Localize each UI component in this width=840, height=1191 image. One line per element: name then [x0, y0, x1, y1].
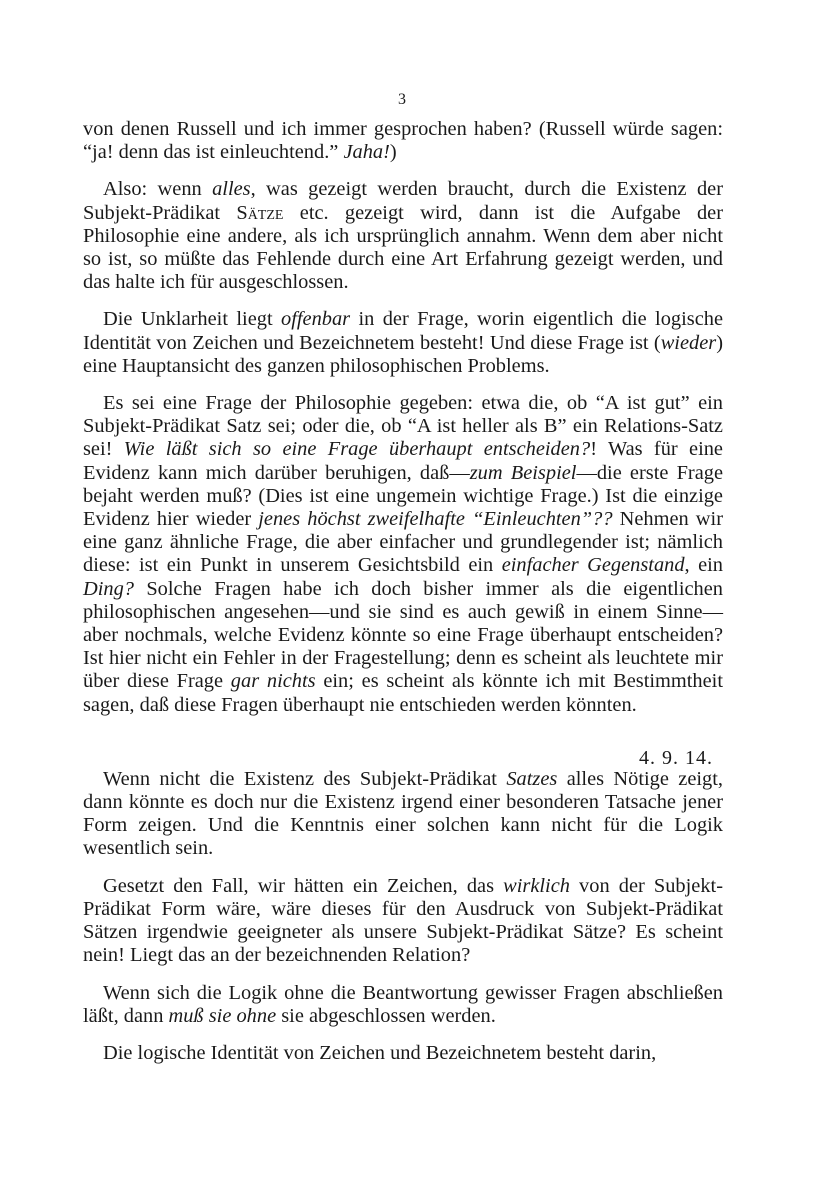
- p3-italic-d: wieder: [660, 331, 717, 354]
- paragraph-6: [83, 875, 723, 968]
- p1-text-c: ): [389, 141, 397, 164]
- p6-italic-b: wirklich: [503, 874, 570, 897]
- p7-italic-b: muß sie ohne: [168, 1004, 277, 1027]
- p2-text-e: etc. gezeigt wird, dann ist die Aufgabe der Philosophie eine andere, als ich ursprünglich annahm. Wenn dem aber nicht so ist, so müßte das Fehlende durch eine Art Erfahrung gezeigt werden, und das halte ich für ausgeschlossen.: [83, 201, 723, 294]
- p4-italic-l: gar nichts: [230, 670, 316, 693]
- p3-text-e: ) eine Hauptansicht des ganzen philosophischen Problems.: [83, 331, 723, 377]
- p2-text-a: Also: wenn: [103, 178, 213, 201]
- p4-text-e: —die erste Frage bejaht werden muß? (Dies ist eine ungemein wichtige Frage.) Ist die einzige Evidenz hier wieder: [83, 461, 723, 531]
- p3-text-a: Die Unklarheit liegt: [103, 308, 282, 331]
- paragraph-8: [83, 1042, 723, 1065]
- paragraph-7: [83, 982, 723, 1028]
- p5-text-c: alles Nötige zeigt, dann könnte es doch nur die Existenz irgend einer besonderen Tatsache jener Form zeigen. Und die Kenntnis einer solchen kann nicht für die Logik wesentlich sein.: [83, 767, 723, 860]
- p4-italic-f: jenes höchst zweifelhafte “Einleuchten”??: [258, 508, 613, 531]
- entry-date: 4. 9. 14.: [639, 746, 713, 769]
- p1-italic-b: Jaha!: [343, 141, 390, 164]
- p7-text-c: sie abgeschlossen werden.: [276, 1004, 496, 1027]
- body-text: [83, 118, 723, 1079]
- p4-text-k: Solche Fragen habe ich doch bisher immer als die eigentlichen philosophischen angesehen—und sie sind es auch gewiß in einem Sinne—aber nochmals, welche Evidenz könnte so eine Frage überhaupt entscheiden? Ist hier nicht ein Fehler in der Fragestellung; denn es scheint als leuchtete mir über diese Frage: [83, 577, 723, 693]
- p4-text-i: , ein: [684, 554, 723, 577]
- p4-text-g: Nehmen wir eine ganz ähnliche Frage, die aber einfacher und grundlegender ist; nämlich diese: ist ein Punkt in unserem Gesichtsbild ein: [83, 508, 723, 577]
- p7-text-a: Wenn sich die Logik ohne die Beantwortung gewisser Fragen abschließen läßt, dann: [83, 981, 723, 1027]
- p6-text-c: von der Subjekt-Prädikat Form wäre, wäre dieses für den Ausdruck von Subjekt-Prädikat Sätzen irgendwie geeigneter als unsere Subjekt-Prädikat Sätze? Es scheint nein! Liegt das an der bezeichnenden Relation?: [83, 874, 723, 967]
- paragraph-4: [83, 392, 723, 717]
- paragraph-5: [83, 768, 723, 861]
- p5-italic-b: Satzes: [506, 767, 558, 790]
- page-number: 3: [398, 91, 406, 108]
- p4-text-a: Es sei eine Frage der Philosophie gegeben: etwa die, ob “A ist gut” ein Subjekt-Prädikat Satz sei; oder die, ob “A ist heller als B” ein Relations-Satz sei!: [83, 392, 723, 461]
- p5-text-a: Wenn nicht die Existenz des Subjekt-Prädikat: [103, 767, 507, 790]
- p4-italic-h: einfacher Gegenstand: [501, 554, 685, 577]
- p2-smallcaps-d: Sätze: [236, 201, 284, 224]
- p4-text-c: ! Was für eine Evidenz kann mich darüber beruhigen, daß—: [83, 438, 723, 484]
- paragraph-2: [83, 178, 723, 294]
- p8-text-a: Die logische Identität von Zeichen und Bezeichnetem besteht darin,: [103, 1041, 657, 1064]
- p2-text-c: , was gezeigt werden braucht, durch die Existenz der Subjekt-Prädikat: [83, 178, 723, 224]
- p4-italic-d: zum Beispiel: [469, 461, 577, 484]
- p2-italic-b: alles: [212, 178, 251, 201]
- p4-italic-b: Wie läßt sich so eine Frage überhaupt entscheiden?: [123, 438, 591, 461]
- p3-italic-b: offenbar: [281, 308, 351, 331]
- p4-italic-j: Ding?: [83, 577, 134, 600]
- p1-text-a: von denen Russell und ich immer gesprochen haben? (Russell würde sagen: “ja! denn das ist einleuchtend.”: [83, 118, 723, 164]
- p3-text-c: in der Frage, worin eigentlich die logische Identität von Zeichen und Bezeichnetem besteht! Und diese Frage ist (: [83, 308, 723, 354]
- paragraph-3: [83, 308, 723, 378]
- paragraph-1: [83, 118, 723, 164]
- p4-text-m: ein; es scheint als könnte ich mit Bestimmtheit sagen, daß diese Fragen überhaupt nie entschieden werden könnten.: [83, 670, 723, 716]
- p6-text-a: Gesetzt den Fall, wir hätten ein Zeichen, das: [103, 874, 504, 897]
